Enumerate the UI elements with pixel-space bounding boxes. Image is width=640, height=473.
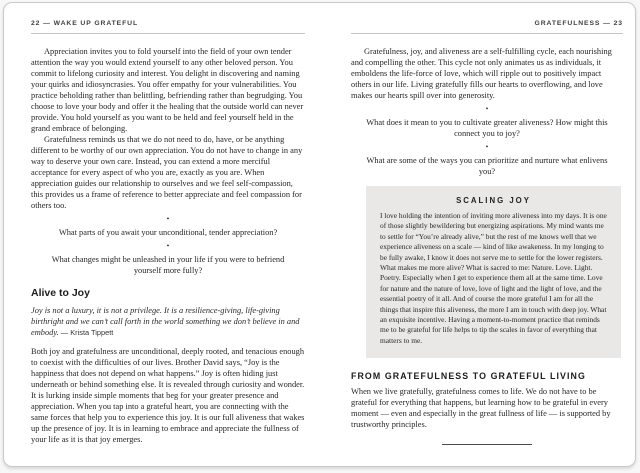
paragraph: When we live gratefully, gratefulness comes to life. We do not have to be grateful for everything that happens, but learning how to be grateful in every moment — even and especially in the great fullness of life — is supported by trustworthy principles.	[351, 387, 611, 430]
book-spread	[3, 2, 636, 467]
header-rule-right	[351, 33, 623, 34]
bullet-separator: •	[485, 143, 489, 151]
page-right	[351, 20, 623, 445]
running-header-right: GRATEFULNESS — 23	[534, 20, 623, 27]
reflection-question: What are some of the ways you can prioritize and nurture what enlivens you?	[366, 156, 608, 176]
reflection-question: What parts of you await your unconditional, tender appreciation?	[58, 228, 278, 237]
callout-title: SCALING JOY	[456, 196, 531, 205]
bullet-separator: •	[166, 215, 170, 223]
page-left	[31, 20, 305, 445]
bullet-separator: •	[485, 105, 489, 113]
epigraph-quote	[31, 305, 305, 338]
reflection-question: What does it mean to you to cultivate greater aliveness? How might this connect you to joy?	[366, 118, 608, 138]
callout-body: I love holding the intention of inviting more aliveness into my days. It is one of those slightly bewildering but energizing aspirations. My mind wants me to settle for “You’re already alive,” but the rest of me knows well that we experience aliveness on a scale — kind of like awakeness. In my longing to be fully awake, I know it does not serve me to settle for the lower registers. What makes me more alive? What is sacred to me: Nature. Love. Light. Poetry. Especially when I get to experience them all at the same time. Love for nature and the nature of love, love of light and the light of love, and the essential poetry of it all. And of course the more grateful I am for all the things that inspire this aliveness, the more I am in touch with deep joy. What an exquisite incentive. Having a moment-to-moment practice that reminds me to be grateful for life helps to tip the scales in favor of everything that matters to me.	[380, 211, 607, 345]
section-title-alive-to-joy: Alive to Joy	[31, 287, 90, 299]
quote-text: Joy is not a luxury, it is not a privilege. It is a resilience-giving, life-giving birthright and we can’t call forth in the world something we don’t believe in and embody.	[31, 306, 300, 337]
bullet-separator: •	[166, 242, 170, 250]
section-heading-grateful-living: FROM GRATEFULNESS TO GRATEFUL LIVING	[351, 371, 586, 382]
reflection-question: What changes might be unleashed in your life if you were to befriend yourself more fully?	[51, 255, 285, 275]
paragraph: Appreciation invites you to fold yourself into the field of your own tender attention the way you would extend yourself to any other beloved person. You commit to lifelong curiosity and interest. You delight in discovering and naming your quirks and idiosyncrasies. You offer empathy for your vulnerabilities. You practice beholding rather than belittling, befriending rather than begrudging. You choose to love your body and offer it the healing that the outside world can never provide. You hold yourself as you want to be held and feel yourself held in the grand embrace of belonging.	[31, 47, 304, 133]
scaling-joy-callout-box	[366, 186, 621, 358]
paragraph: Gratefulness reminds us that we do not need to do, have, or be anything different to be worthy of our own appreciation. You do not have to change in any way to deserve your own care. Instead, you can extend a more merciful acceptance for every aspect of who you are, exactly as you are. When appreciation guides our relationship to ourselves and we feel self-compassion, this provides us a frame of reference to better appreciate and feel compassion for others too.	[31, 135, 303, 210]
running-header-left: 22 — WAKE UP GRATEFUL	[31, 20, 139, 27]
quote-attribution: — Krista Tippett	[60, 328, 114, 337]
section-end-divider	[442, 444, 532, 445]
paragraph: Both joy and gratefulness are unconditional, deeply rooted, and tenacious enough to coexist with the difficulties of our lives. Brother David says, “Joy is the happiness that does not depend on what happens.” Joy is often hiding just underneath or behind something else. It is revealed through curiosity and wonder. It is lurking inside simple moments that beg for your greater presence and appreciation. When you tap into a grateful heart, you are connecting with the same forces that help you to experience this joy. It is our full aliveness that wakes up the presence of joy. It is in learning to embrace and appreciate the fullness of your life as it is that joy emerges.	[31, 347, 305, 444]
header-rule-left	[31, 33, 305, 34]
paragraph: Gratefulness, joy, and aliveness are a self-fulfilling cycle, each nourishing and compelling the other. This cycle not only animates us as individuals, it emboldens the life-force of love, which will ripple out to positively impact others in our life. Living gratefully fills our hearts to overflowing, and love makes our hearts spill over into generosity.	[351, 47, 612, 100]
